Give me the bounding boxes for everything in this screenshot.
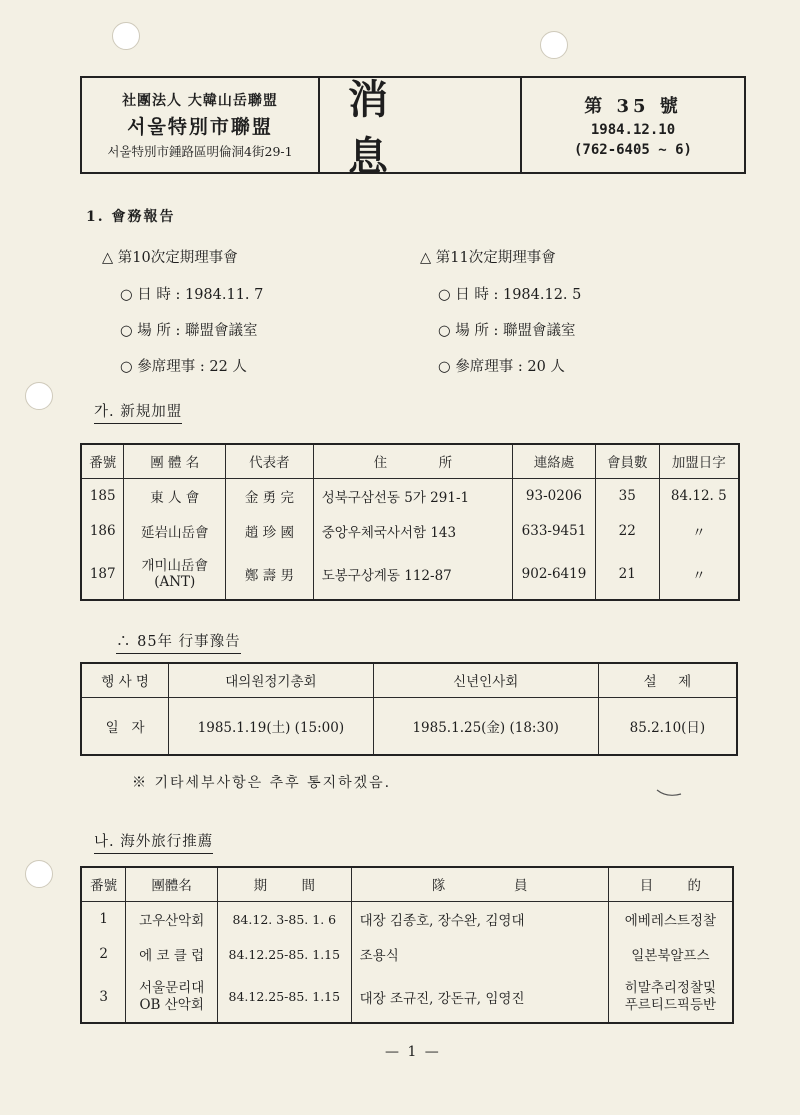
col-header-purpose: 目 的 [608, 867, 733, 901]
row-no: 2 [81, 937, 126, 971]
row-join-date: 〃 [659, 514, 739, 548]
meeting-11-heading: △ 第11次定期理事會 [420, 250, 556, 266]
row-contact: 902-6419 [513, 548, 596, 600]
row-join-date: 84.12. 5 [659, 478, 739, 514]
events-name-row [81, 663, 737, 697]
table-row [81, 901, 733, 937]
row-contact: 93-0206 [513, 478, 596, 514]
table-header-row [81, 444, 739, 478]
row-team: 대장 조규진, 강돈규, 임영진 [351, 971, 608, 1023]
col-header-join-date: 加盟日字 [659, 444, 739, 478]
row-no: 187 [81, 548, 124, 600]
row-name-text: 개미山岳會 [141, 557, 209, 574]
row-purpose [608, 971, 733, 1023]
row-no: 186 [81, 514, 124, 548]
col-header-rep: 代表者 [226, 444, 314, 478]
col-header-no: 番號 [81, 867, 126, 901]
meeting-11-place: ○ 場 所 : 聯盟會議室 [438, 323, 576, 339]
events-row-label: 일 자 [81, 697, 169, 755]
row-group [126, 937, 218, 971]
row-group [126, 901, 218, 937]
title-cell [320, 76, 522, 180]
row-members: 22 [595, 514, 659, 548]
row-members: 21 [595, 548, 659, 600]
issue-info [522, 78, 744, 172]
row-purpose-text: 일본북알프스 [631, 948, 710, 964]
meeting-10-date: ○ 日 時 : 1984.11. 7 [120, 287, 264, 303]
row-name [124, 514, 226, 548]
row-purpose-subtext: 푸르티드픽등반 [624, 996, 717, 1013]
travel-table [80, 866, 734, 1024]
binder-hole-bottom [25, 860, 53, 888]
row-group-subtext: OB 산악회 [139, 996, 204, 1013]
binder-hole-middle [25, 382, 53, 410]
event-name: 신년인사회 [373, 663, 598, 697]
pen-mark [655, 786, 685, 800]
binder-hole-top-right [540, 31, 568, 59]
row-team: 대장 김종호, 장수완, 김영대 [351, 901, 608, 937]
col-header-period: 期 間 [217, 867, 351, 901]
event-name: 대의원정기총회 [169, 663, 373, 697]
row-address: 도봉구상계동 112-87 [313, 548, 512, 600]
table-header-row [81, 867, 733, 901]
col-header-members: 會員數 [595, 444, 659, 478]
header-box [80, 76, 746, 180]
row-purpose-text: 에베레스트정찰 [624, 913, 717, 930]
table-row [81, 478, 739, 514]
row-team: 조용식 [351, 937, 608, 971]
row-no: 185 [81, 478, 124, 514]
col-header-team: 隊 員 [351, 867, 608, 901]
table-row [81, 971, 733, 1023]
col-header-contact: 連絡處 [513, 444, 596, 478]
newsletter-sheet [80, 76, 745, 1076]
org-info [82, 78, 320, 172]
section-title-meetings: 1. 會務報告 [86, 209, 176, 225]
row-rep: 金 勇 完 [226, 478, 314, 514]
row-no: 1 [81, 901, 126, 937]
org-name-line: 社團法人 大韓山岳聯盟 [122, 93, 278, 109]
event-date: 1985.1.19(土) (15:00) [169, 697, 373, 755]
meeting-10-attendance: ○ 參席理事 : 22 人 [120, 359, 247, 375]
row-rep: 鄭 壽 男 [226, 548, 314, 600]
events-note: ※ 기타세부사항은 추후 통지하겠음. [132, 775, 392, 791]
row-purpose-text: 히말추리정찰및 [624, 979, 717, 996]
new-members-table [80, 443, 740, 601]
row-address: 중앙우체국사서함 143 [313, 514, 512, 548]
page-number: — 1 — [385, 1044, 441, 1060]
row-no: 3 [81, 971, 126, 1023]
events-table [80, 662, 738, 756]
col-header-address: 住 所 [313, 444, 512, 478]
event-name: 설 제 [598, 663, 737, 697]
meeting-11-date: ○ 日 時 : 1984.12. 5 [438, 287, 582, 303]
row-group [126, 971, 218, 1023]
row-members: 35 [595, 478, 659, 514]
event-date: 1985.1.25(金) (18:30) [373, 697, 598, 755]
col-header-name: 團 體 名 [124, 444, 226, 478]
row-name-text: 延岩山岳會 [141, 525, 209, 541]
row-name-text: 東 人 會 [150, 490, 200, 507]
row-name [124, 548, 226, 600]
row-contact: 633-9451 [513, 514, 596, 548]
meeting-11-attendance: ○ 參席理事 : 20 人 [438, 359, 565, 375]
section-title-events: ∴ 85年 行事豫告 [116, 630, 241, 654]
row-period: 84.12. 3-85. 1. 6 [217, 901, 351, 937]
row-purpose [608, 937, 733, 971]
row-group-text: 고우산악회 [139, 913, 205, 930]
table-row [81, 548, 739, 600]
issue-date: 1984.12.10 [590, 122, 676, 138]
issue-number: 第 35 號 [584, 96, 682, 117]
row-join-date: 〃 [659, 548, 739, 600]
page-title: 消 息 [348, 76, 416, 180]
binder-hole-top-left [112, 22, 140, 50]
issue-phone: (762-6405 ~ 6) [573, 142, 692, 158]
events-date-row [81, 697, 737, 755]
row-period: 84.12.25-85. 1.15 [217, 937, 351, 971]
row-name [124, 478, 226, 514]
events-row-label: 행 사 명 [81, 663, 169, 697]
row-address: 성북구삼선동 5가 291-1 [313, 478, 512, 514]
row-group-text: 에 코 클 럽 [139, 948, 205, 964]
row-period: 84.12.25-85. 1.15 [217, 971, 351, 1023]
org-branch: 서울特別市聯盟 [127, 116, 273, 138]
table-row [81, 937, 733, 971]
row-rep: 趙 珍 國 [226, 514, 314, 548]
section-title-travel: 나. 海外旅行推薦 [94, 830, 213, 854]
org-address: 서울特別市鍾路區明倫洞4街29-1 [107, 144, 293, 159]
row-purpose [608, 901, 733, 937]
row-name-subtext: (ANT) [154, 573, 196, 590]
col-header-no: 番號 [81, 444, 124, 478]
meeting-10-place: ○ 場 所 : 聯盟會議室 [120, 323, 258, 339]
row-group-text: 서울문리대 [139, 979, 205, 996]
meeting-10-heading: △ 第10次定期理事會 [102, 250, 238, 266]
section-title-new-members: 가. 新規加盟 [94, 400, 182, 424]
event-date: 85.2.10(日) [598, 697, 737, 755]
col-header-group: 團體名 [126, 867, 218, 901]
table-row [81, 514, 739, 548]
